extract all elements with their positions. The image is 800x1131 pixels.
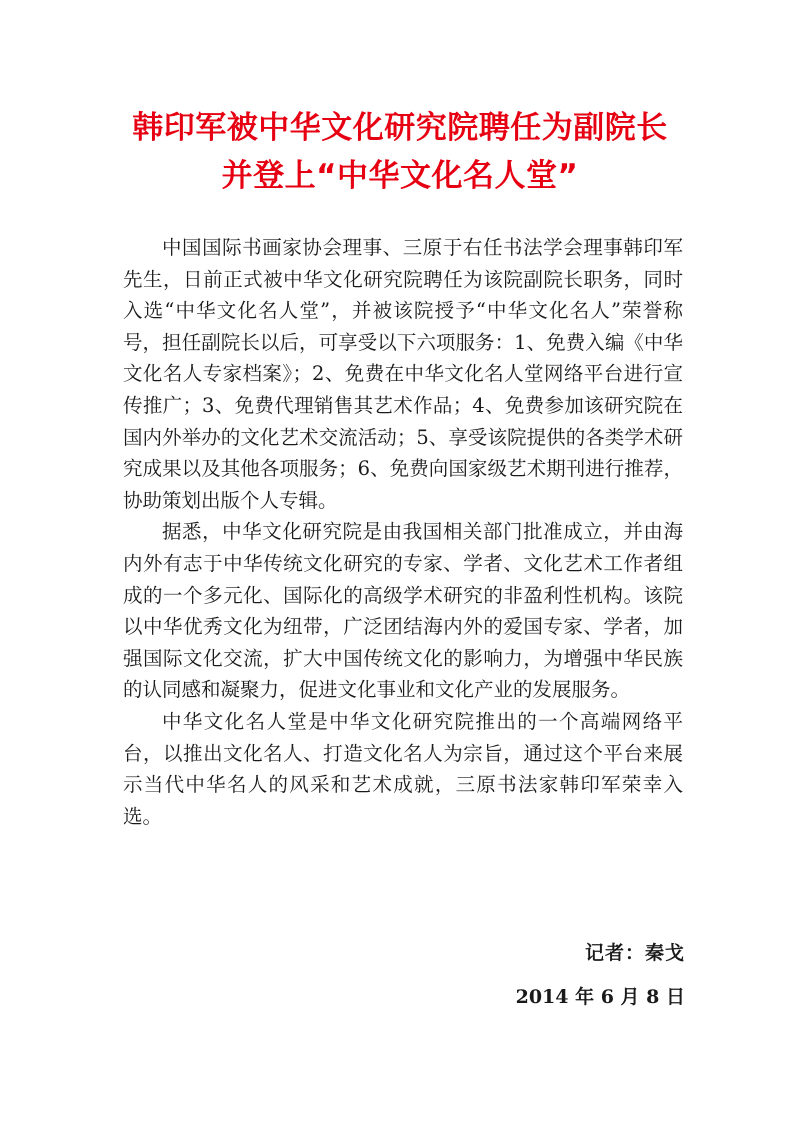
- paragraph-1: 中国国际书画家协会理事、三原于右任书法学会理事韩印军先生，日前正式被中华文化研究院聘任为该院副院长职务，同时入选“中华文化名人堂”，并被该院授予“中华文化名人”荣誉称号，担任副院长以后，可享受以下六项服务：1、免费入编《中华文化名人专家档案》；2、免费在中华文化名人堂网络平台进行宣传推广；3、免费代理销售其艺术作品；4、免费参加该研究院在国内外举办的文化艺术交流活动；5、享受该院提供的各类学术研究成果以及其他各项服务；6、免费向国家级艺术期刊进行推荐，协助策划出版个人专辑。: [123, 236, 683, 512]
- paragraph-3: 中华文化名人堂是中华文化研究院推出的一个高端网络平台，以推出文化名人、打造文化名人为宗旨，通过这个平台来展示当代中华名人的风采和艺术成就，三原书法家韩印军荣幸入选。: [123, 709, 683, 828]
- headline-line-2: 并登上“中华文化名人堂”: [221, 158, 579, 194]
- headline-line-1: 韩印军被中华文化研究院聘任为副院长: [132, 110, 668, 146]
- article-body: [123, 232, 683, 832]
- reporter-byline: 记者：秦戈: [584, 942, 685, 964]
- paragraph-2: 据悉，中华文化研究院是由我国相关部门批准成立，并由海内外有志于中华传统文化研究的专家、学者、文化艺术工作者组成的一个多元化、国际化的高级学术研究的非盈利性机构。该院以中华优秀文化为纽带，广泛团结海内外的爱国专家、学者，加强国际文化交流，扩大中国传统文化的影响力，为增强中华民族的认同感和凝聚力，促进文化事业和文化产业的发展服务。: [123, 520, 683, 702]
- publish-date: 2014 年 6 月 8 日: [515, 986, 685, 1008]
